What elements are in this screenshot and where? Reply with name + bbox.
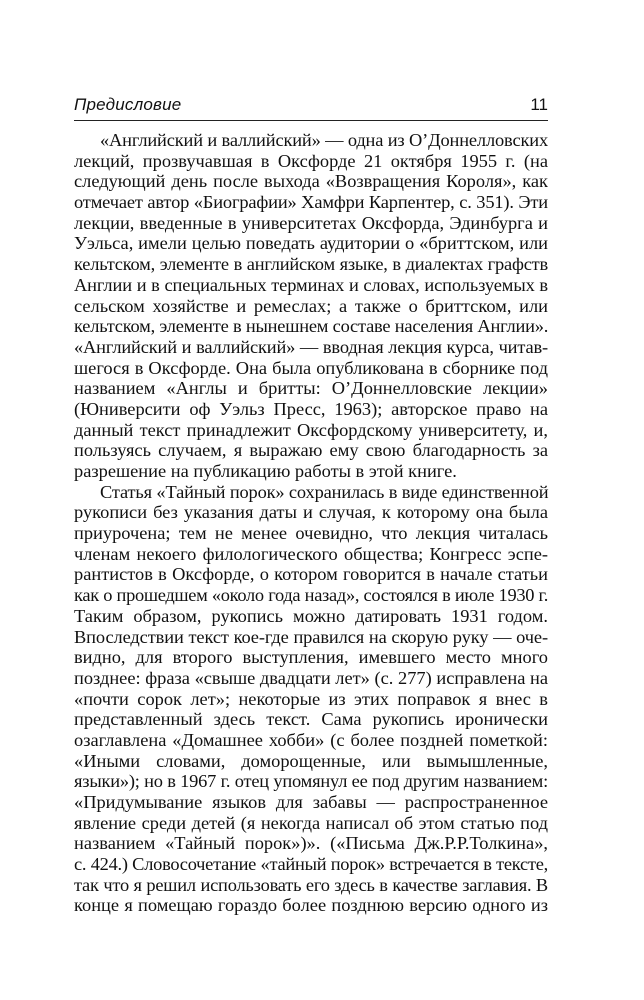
text-line: следующий день после выхода «Возвращения Короля», как (74, 171, 548, 192)
text-line: разрешение на публикацию работы в этой книге. (74, 461, 457, 481)
text-line: «Придумывание языков для забавы — распространенное (74, 792, 548, 812)
body-text (74, 130, 548, 916)
text-line: отмечает автор «Биографии» Хамфри Карпентер, с. 351). Эти (74, 192, 548, 213)
text-line: Англии и в специальных терминах и словах, используемых в (74, 274, 548, 295)
text-line: лекций, прозвучавшая в Оксфорде 21 октября 1955 г. (на (74, 150, 548, 171)
text-line: языки»); но в 1967 г. отец упомянул ее под другим названием: (74, 771, 548, 792)
text-line: конце я помещаю гораздо более позднюю версию одного из (74, 895, 548, 916)
text-line: кельтском, элементе в английском языке, в диалектах графств (74, 254, 548, 275)
text-line: названием «Тайный порок»)». («Письма Дж.Р.Р.Толкина», (74, 833, 548, 854)
text-line: представленный здесь текст. Сама рукопись иронически (74, 709, 548, 730)
text-line: кельтском, элементе в нынешнем составе населения Англии». (74, 316, 549, 337)
text-line: членам некоего филологического общества; Конгресс эспе- (74, 543, 548, 564)
text-line: сельском хозяйстве и ремеслах; а также о бриттском, или (74, 295, 548, 316)
text-line: явление среди детей (я некогда написал об этом статью под (74, 812, 548, 833)
text-line: как о прошедшем «около года назад», состоялся в июле 1930 г. (74, 585, 548, 606)
text-line: «почти сорок лет»; некоторые из этих поправок я внес в (74, 688, 548, 709)
text-line: лекции, введенные в университетах Оксфорда, Эдинбурга и (74, 212, 548, 233)
page-number: 11 (530, 95, 548, 114)
text-line: «Английский и валлийский» — вводная лекция курса, читав- (74, 336, 548, 357)
text-line: так что я решил использовать его здесь в качестве заглавия. В (74, 874, 548, 895)
text-line: «Английский и валлийский» — одна из О’Доннелловских (100, 130, 548, 150)
text-line: «Иными словами, доморощенные, или вымышленные, (74, 750, 548, 771)
text-line: названием «Англы и бритты: О’Доннелловские лекции» (74, 378, 548, 399)
text-line: данный текст принадлежит Оксфордскому университету, и, (74, 419, 548, 440)
text-line: пользуясь случаем, я выражаю ему свою благодарность за (74, 440, 548, 461)
text-line: позднее: фраза «свыше двадцати лет» (с. 277) исправлена на (74, 667, 548, 688)
text-line: Таким образом, рукопись можно датировать 1931 годом. (74, 605, 548, 626)
text-line: (Юниверсити оф Уэльз Пресс, 1963); авторское право на (74, 398, 548, 419)
running-title: Предисловие (74, 95, 182, 114)
text-line: рукописи без указания даты и случая, к которому она была (74, 502, 548, 523)
text-line: озаглавлена «Домашнее хобби» (с более поздней пометкой: (74, 729, 548, 750)
text-line: Уэльса, имели целью поведать аудитории о «бриттском, или (74, 233, 548, 254)
text-line: рантистов в Оксфорде, о котором говорится в начале статьи (74, 564, 548, 585)
text-line: видно, для второго выступления, имевшего место много (74, 647, 548, 668)
text-line: Статья «Тайный порок» сохранилась в виде единственной (100, 481, 549, 502)
text-line: приурочена; тем не менее очевидно, что лекция читалась (74, 523, 548, 544)
text-line: шегося в Оксфорде. Она была опубликована в сборнике под (74, 357, 548, 378)
page-header (74, 94, 548, 121)
text-line: с. 424.) Словосочетание «тайный порок» встречается в тексте, (74, 854, 548, 875)
text-line: Впоследствии текст кое-где правился на скорую руку — оче- (74, 626, 548, 647)
